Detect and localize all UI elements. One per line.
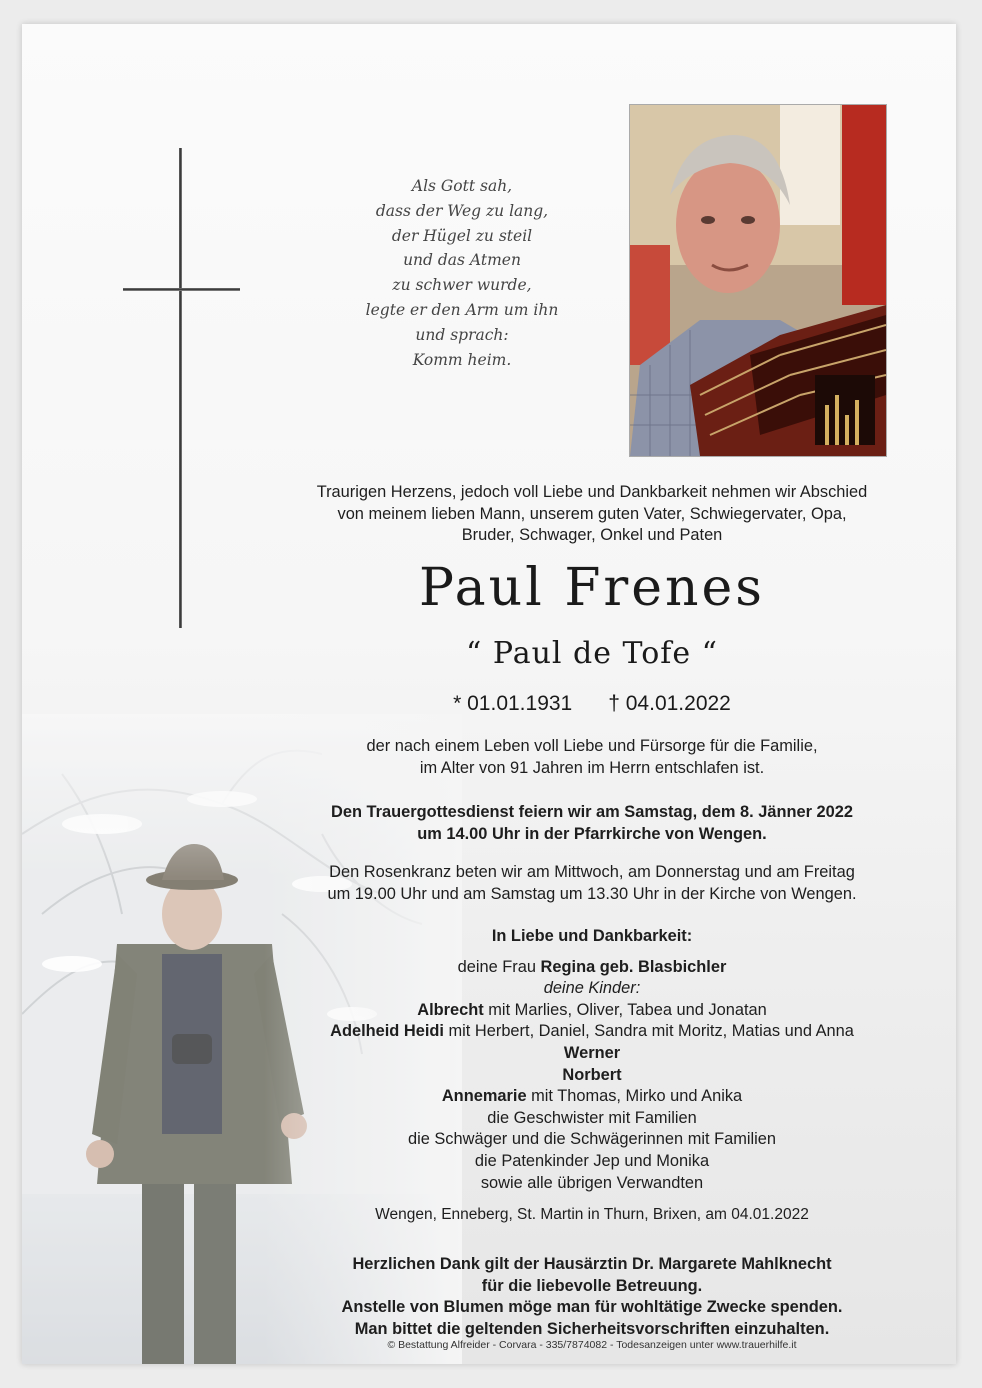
rosary-line: Den Rosenkranz beten wir am Mittwoch, am Donnerstag und am Freitag bbox=[329, 863, 855, 881]
mourner-relatives: sowie alle übrigen Verwandten bbox=[480, 1173, 704, 1192]
poem-line: der Hügel zu steil bbox=[391, 226, 533, 245]
mourner-child-family: mit Marlies, Oliver, Tabea und Jonatan bbox=[483, 1000, 767, 1019]
mourner-child-family: mit Thomas, Mirko und Anika bbox=[526, 1087, 743, 1106]
poem-line: und sprach: bbox=[415, 325, 509, 344]
funeral-service-text bbox=[272, 802, 912, 845]
poem-line: dass der Weg zu lang, bbox=[375, 201, 549, 220]
intro-text bbox=[272, 482, 912, 547]
obituary-card bbox=[22, 24, 956, 1364]
intro-line: von meinem lieben Mann, unserem guten Vater, Schwiegervater, Opa, bbox=[337, 504, 847, 523]
life-dates bbox=[272, 692, 912, 716]
intro-line: Bruder, Schwager, Onkel und Paten bbox=[461, 526, 723, 545]
mourners-list bbox=[272, 926, 912, 1226]
mourner-child-name: Albrecht bbox=[417, 1000, 484, 1019]
place-date: Wengen, Enneberg, St. Martin in Thurn, Brixen, am 04.01.2022 bbox=[375, 1206, 809, 1224]
thanks-line: Man bittet die geltenden Sicherheitsvorschriften einzuhalten. bbox=[354, 1319, 830, 1338]
mourner-child bbox=[272, 1086, 912, 1108]
mourner-wife-prefix: deine Frau bbox=[457, 957, 541, 976]
thanks-line: Anstelle von Blumen möge man für wohltätige Zwecke spenden. bbox=[341, 1298, 843, 1317]
cross-icon bbox=[179, 148, 182, 628]
mourner-child-name: Adelheid Heidi bbox=[330, 1022, 444, 1041]
mourners-heading: In Liebe und Dankbarkeit: bbox=[491, 927, 693, 945]
mourner-child-name: Werner bbox=[563, 1043, 621, 1062]
portrait-photo bbox=[629, 104, 887, 457]
birth-date: * 01.01.1931 bbox=[453, 692, 573, 715]
mourner-siblings: die Geschwister mit Familien bbox=[487, 1108, 697, 1127]
mourner-child-name: Norbert bbox=[562, 1065, 622, 1084]
mourner-godchildren: die Patenkinder Jep und Monika bbox=[474, 1151, 710, 1170]
mourner-child bbox=[272, 1000, 912, 1022]
poem-line: Komm heim. bbox=[412, 350, 512, 369]
mourner-child bbox=[272, 1021, 912, 1043]
thanks-line: für die liebevolle Betreuung. bbox=[481, 1276, 703, 1295]
thanks-line: Herzlichen Dank gilt der Hausärztin Dr. Margarete Mahlknecht bbox=[352, 1255, 832, 1273]
mourner-inlaws: die Schwäger und die Schwägerinnen mit Familien bbox=[407, 1130, 777, 1149]
footer-credit: © Bestattung Alfreider - Corvara - 335/7874082 - Todesanzeigen unter www.trauerhilfe.it bbox=[387, 1339, 797, 1351]
rosary-text bbox=[272, 862, 912, 905]
death-date: † 04.01.2022 bbox=[608, 692, 731, 715]
deceased-nickname: “ Paul de Tofe “ bbox=[465, 636, 718, 671]
mourner-wife-name: Regina geb. Blasbichler bbox=[540, 957, 727, 976]
cross-icon-bar bbox=[123, 288, 240, 291]
poem-line: Als Gott sah, bbox=[411, 177, 513, 195]
children-heading: deine Kinder: bbox=[543, 979, 641, 998]
poem bbox=[322, 174, 602, 372]
mourner-wife bbox=[272, 957, 912, 979]
life-text bbox=[272, 736, 912, 779]
poem-line: und das Atmen bbox=[403, 251, 521, 270]
rosary-line: um 19.00 Uhr und am Samstag um 13.30 Uhr in der Kirche von Wengen. bbox=[327, 884, 857, 903]
poem-line: zu schwer wurde, bbox=[392, 276, 532, 295]
service-line: Den Trauergottesdienst feiern wir am Samstag, dem 8. Jänner 2022 bbox=[331, 803, 853, 821]
poem-line: legte er den Arm um ihn bbox=[365, 300, 559, 319]
mourner-child-family: mit Herbert, Daniel, Sandra mit Moritz, Matias und Anna bbox=[443, 1022, 854, 1041]
life-line: der nach einem Leben voll Liebe und Fürsorge für die Familie, bbox=[366, 737, 818, 755]
deceased-name: Paul Frenes bbox=[419, 558, 765, 618]
mourner-child-name: Annemarie bbox=[441, 1087, 527, 1106]
thanks-text bbox=[272, 1254, 912, 1340]
intro-line: Traurigen Herzens, jedoch voll Liebe und Dankbarkeit nehmen wir Abschied bbox=[316, 483, 868, 501]
service-line: um 14.00 Uhr in der Pfarrkirche von Wengen. bbox=[417, 824, 767, 843]
life-line: im Alter von 91 Jahren im Herrn entschlafen ist. bbox=[419, 758, 765, 777]
